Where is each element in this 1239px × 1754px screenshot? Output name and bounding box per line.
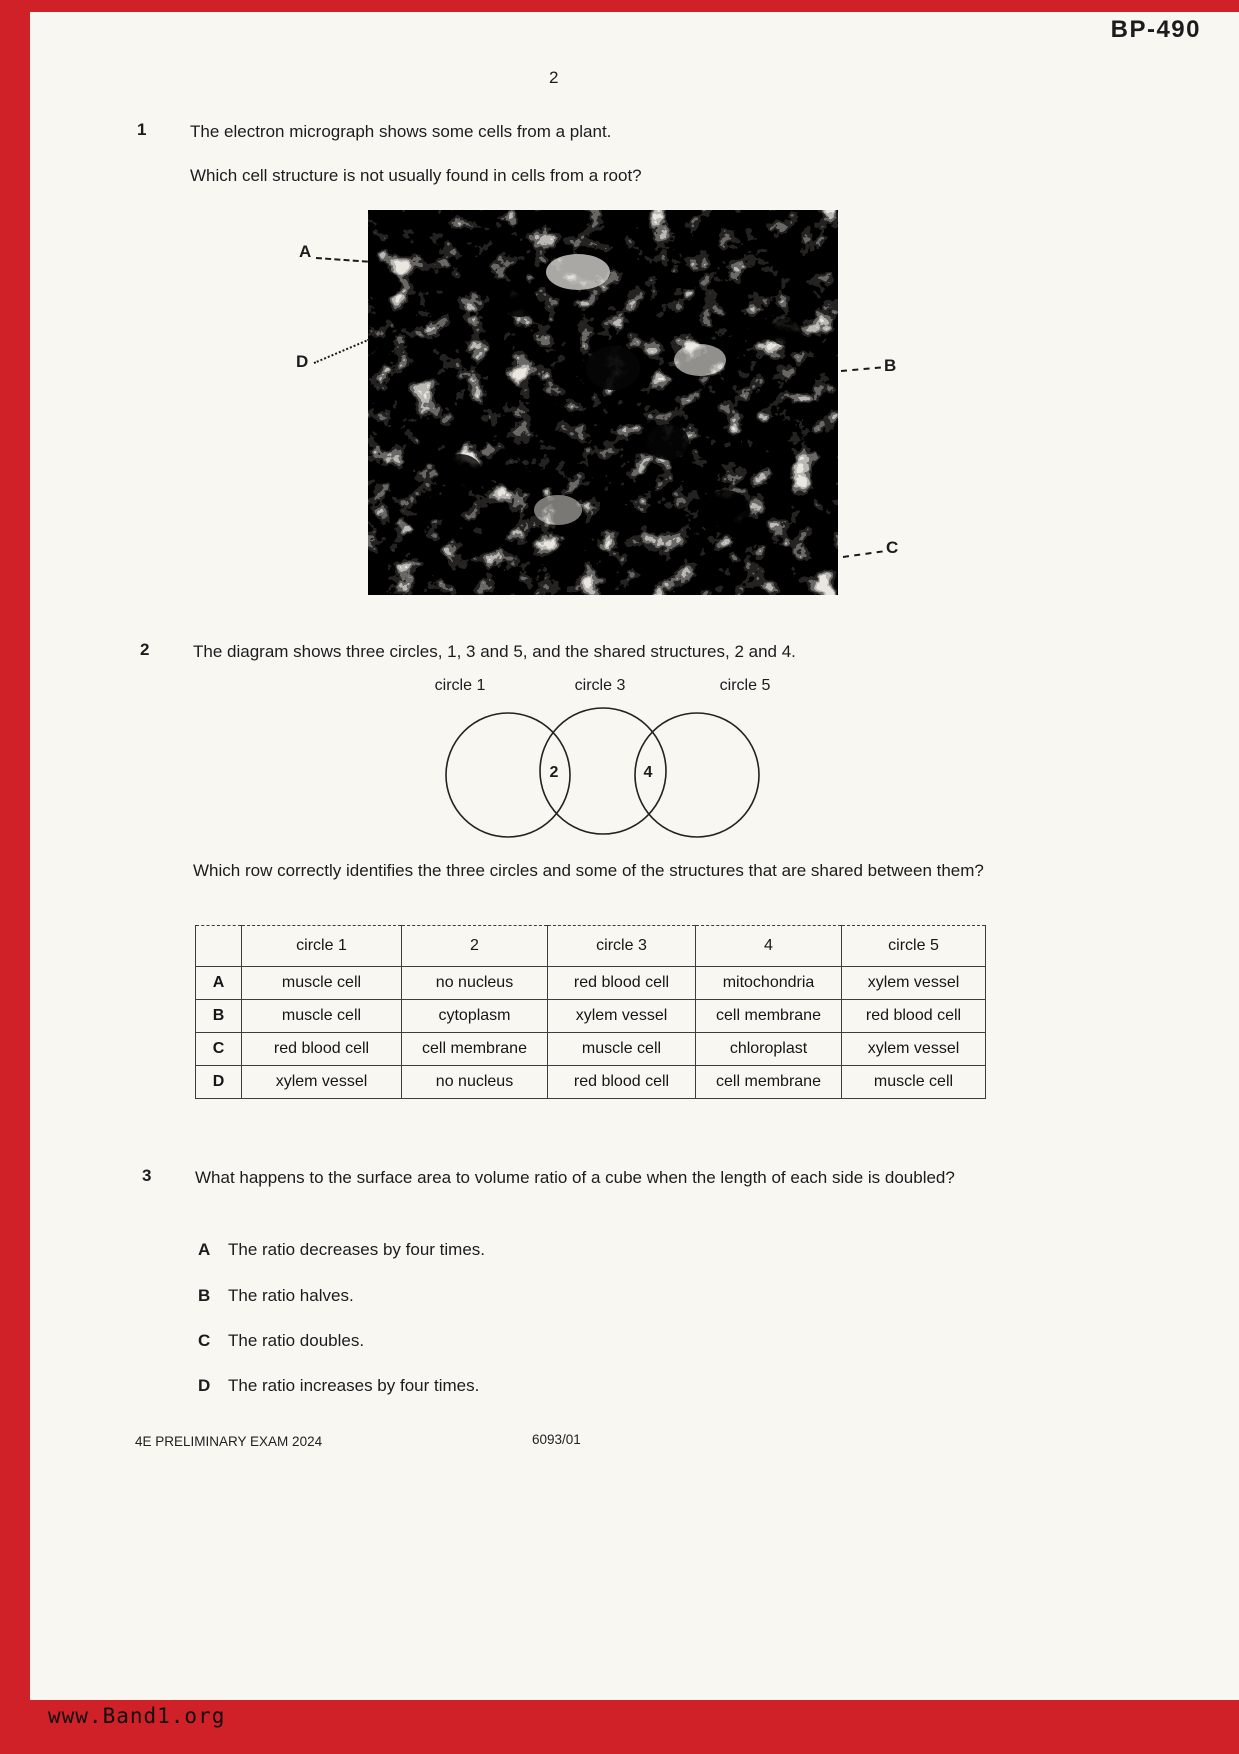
cell: cell membrane	[696, 1066, 842, 1099]
table-header-row	[196, 926, 986, 967]
row-label: B	[196, 1000, 242, 1033]
option-text: The ratio doubles.	[228, 1331, 365, 1350]
red-border-left	[0, 0, 30, 1754]
cell: xylem vessel	[842, 967, 986, 1000]
cell: muscle cell	[842, 1066, 986, 1099]
overlap-4-label: 4	[643, 764, 653, 781]
footer-exam-title: 4E PRELIMINARY EXAM 2024	[135, 1434, 323, 1449]
footer-paper-code: 6093/01	[532, 1432, 581, 1447]
header-4: 4	[696, 926, 842, 967]
cell: red blood cell	[242, 1033, 402, 1066]
cell: cytoplasm	[402, 1000, 548, 1033]
electron-micrograph	[368, 210, 838, 595]
option-text: The ratio decreases by four times.	[228, 1240, 486, 1259]
cell: red blood cell	[842, 1000, 986, 1033]
q1-text-line1: The electron micrograph shows some cells from a plant.	[190, 122, 612, 141]
micrograph-label-b: B	[884, 356, 897, 375]
q2-number: 2	[140, 640, 150, 659]
cell: chloroplast	[696, 1033, 842, 1066]
leader-line-b	[841, 367, 881, 372]
q3-number: 3	[142, 1166, 152, 1185]
cell: no nucleus	[402, 967, 548, 1000]
q3-option-a	[198, 1240, 485, 1260]
micrograph-label-d: D	[296, 352, 309, 371]
header-circle3: circle 3	[548, 926, 696, 967]
cell: muscle cell	[242, 967, 402, 1000]
header-blank	[196, 926, 242, 967]
micrograph-label-c: C	[886, 538, 899, 557]
option-label: D	[198, 1376, 211, 1395]
cell: xylem vessel	[842, 1033, 986, 1066]
red-border-top	[0, 0, 1239, 12]
cell: red blood cell	[548, 1066, 696, 1099]
paper-code: BP-490	[1110, 16, 1201, 43]
option-label: A	[198, 1240, 211, 1259]
q3-option-b	[198, 1286, 354, 1306]
option-label: B	[198, 1286, 211, 1305]
table-row	[196, 1033, 986, 1066]
q3-option-d	[198, 1376, 479, 1396]
circle-5-label: circle 5	[719, 677, 771, 694]
cell: xylem vessel	[548, 1000, 696, 1033]
table-row	[196, 967, 986, 1000]
circle-5	[635, 713, 759, 837]
circle-3-label: circle 3	[574, 677, 626, 694]
overlap-2-label: 2	[549, 764, 559, 781]
header-circle1: circle 1	[242, 926, 402, 967]
leader-line-d	[314, 339, 370, 364]
leader-line-a	[316, 257, 368, 263]
cell: red blood cell	[548, 967, 696, 1000]
option-text: The ratio halves.	[228, 1286, 354, 1305]
q2-answer-table	[195, 925, 986, 1099]
micrograph-noise	[368, 210, 838, 595]
micrograph-label-a: A	[299, 242, 312, 261]
page-number: 2	[549, 68, 559, 87]
header-2: 2	[402, 926, 548, 967]
cell: muscle cell	[242, 1000, 402, 1033]
cell: cell membrane	[402, 1033, 548, 1066]
cell: no nucleus	[402, 1066, 548, 1099]
option-text: The ratio increases by four times.	[228, 1376, 480, 1395]
cell: xylem vessel	[242, 1066, 402, 1099]
leader-line-c	[843, 550, 883, 558]
row-label: D	[196, 1066, 242, 1099]
header-circle5: circle 5	[842, 926, 986, 967]
row-label: C	[196, 1033, 242, 1066]
circles-diagram	[420, 672, 780, 857]
q3-option-c	[198, 1331, 364, 1351]
q1-text-line2: Which cell structure is not usually found in cells from a root?	[190, 166, 642, 185]
q2-question: Which row correctly identifies the three circles and some of the structures that are shared between them?	[193, 861, 984, 880]
cell: mitochondria	[696, 967, 842, 1000]
cell: muscle cell	[548, 1033, 696, 1066]
q3-question: What happens to the surface area to volume ratio of a cube when the length of each side is doubled?	[195, 1168, 955, 1187]
cell: cell membrane	[696, 1000, 842, 1033]
table-row	[196, 1000, 986, 1033]
q2-intro: The diagram shows three circles, 1, 3 and 5, and the shared structures, 2 and 4.	[193, 642, 796, 661]
option-label: C	[198, 1331, 211, 1350]
circle-1-label: circle 1	[434, 677, 486, 694]
table-row	[196, 1066, 986, 1099]
q1-number: 1	[137, 120, 147, 139]
watermark-url: www.Band1.org	[48, 1704, 226, 1728]
row-label: A	[196, 967, 242, 1000]
